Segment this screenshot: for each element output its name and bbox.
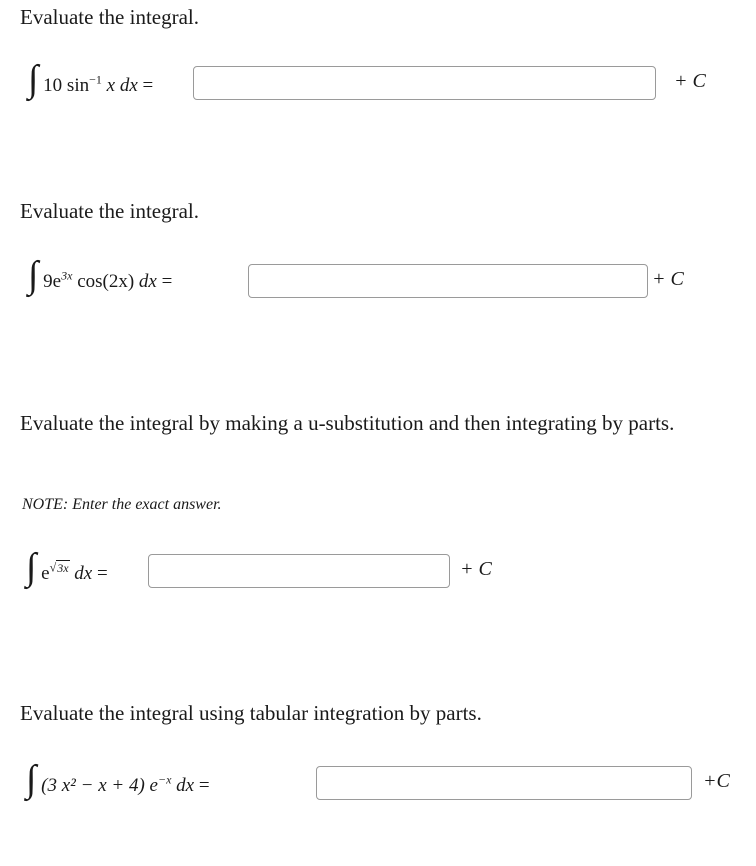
- integrand-exp: −x: [157, 772, 172, 787]
- problem-2-prompt: Evaluate the integral.: [20, 199, 200, 223]
- problem-4-constant: +C: [703, 770, 730, 792]
- integral-sign: ∫: [28, 254, 39, 296]
- equals-sign: =: [142, 75, 154, 96]
- integrand-var: x: [106, 75, 116, 96]
- integrand-exp: −1: [89, 72, 102, 87]
- integrand-poly: (3 x² − x + 4): [41, 775, 145, 796]
- differential: dx: [74, 563, 93, 584]
- integrand-root-exp: 3x: [57, 560, 69, 575]
- problem-4-prompt: Evaluate the integral using tabular integration by parts.: [20, 701, 482, 725]
- sqrt-symbol: √: [49, 560, 57, 575]
- problem-1-answer-input[interactable]: [193, 66, 656, 100]
- problem-2-constant: + C: [652, 268, 684, 290]
- problem-1-constant: + C: [674, 70, 706, 92]
- integral-sign: ∫: [26, 546, 37, 588]
- integrand-coef: 10 sin: [43, 75, 90, 96]
- differential: dx: [119, 75, 138, 96]
- problem-1-prompt: Evaluate the integral.: [20, 5, 200, 29]
- integral-sign: ∫: [28, 58, 39, 100]
- problem-1-integral: [28, 60, 153, 98]
- problem-3-note: NOTE: Enter the exact answer.: [22, 496, 222, 513]
- equals-sign: =: [96, 563, 108, 584]
- problem-2-answer-input[interactable]: [248, 264, 648, 298]
- problem-3-integral: [26, 548, 108, 586]
- equals-sign: =: [161, 271, 173, 292]
- integrand-exp: 3x: [61, 268, 73, 283]
- problem-4-integral: [26, 760, 210, 798]
- differential: dx: [138, 271, 157, 292]
- integrand-body: cos(2x): [72, 271, 139, 292]
- equals-sign: =: [198, 775, 210, 796]
- problem-3-answer-input[interactable]: [148, 554, 450, 588]
- problem-2-integral: [28, 256, 172, 294]
- integrand-base: e: [41, 563, 50, 584]
- integrand-base: e: [149, 775, 158, 796]
- problem-3-constant: + C: [460, 558, 492, 580]
- integrand-coef: 9e: [43, 271, 62, 292]
- problem-4-answer-input[interactable]: [316, 766, 692, 800]
- differential: dx: [176, 775, 195, 796]
- problem-3-prompt: Evaluate the integral by making a u-substitution and then integrating by parts.: [20, 411, 675, 435]
- integral-sign: ∫: [26, 758, 37, 800]
